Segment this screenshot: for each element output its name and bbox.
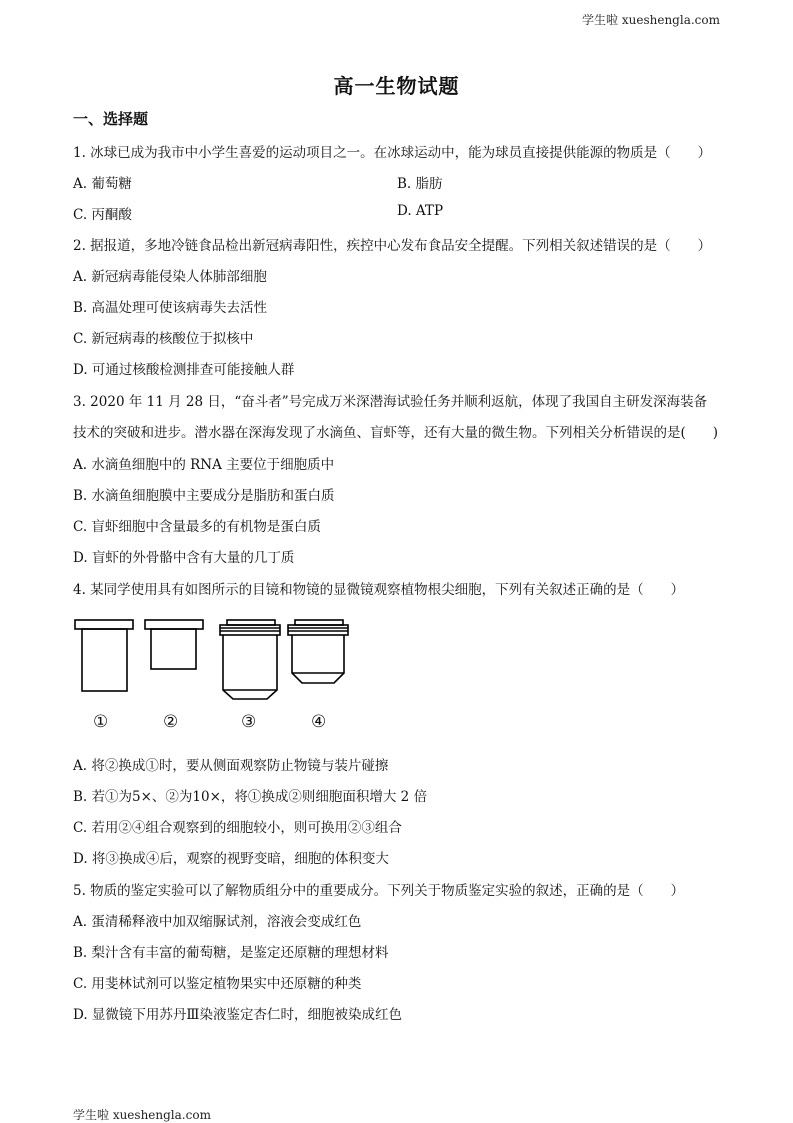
q2-option-b: B. 高温处理可使该病毒失去活性 xyxy=(73,300,268,316)
objective-short-figure xyxy=(288,620,348,683)
q4-option-c: C. 若用②④组合观察到的细胞较小，则可换用②③组合 xyxy=(73,820,402,836)
lens-label-4: ④ xyxy=(311,712,327,732)
q2-stem: 2. 据报道，多地冷链食品检出新冠病毒阳性，疾控中心发布食品安全提醒。下列相关叙述错误的是（ ） xyxy=(73,238,712,254)
q4-stem: 4. 某同学使用具有如图所示的目镜和物镜的显微镜观察植物根尖细胞，下列有关叙述正确的是（ ） xyxy=(73,582,685,598)
q2-option-d: D. 可通过核酸检测排查可能接触人群 xyxy=(73,362,295,378)
eyepiece-long-figure xyxy=(75,620,133,691)
q5-option-a: A. 蛋清稀释液中加双缩脲试剂，溶液会变成红色 xyxy=(73,914,362,930)
objective-long-figure xyxy=(220,620,280,699)
q3-option-d: D. 盲虾的外骨骼中含有大量的几丁质 xyxy=(73,550,295,566)
q3-stem-line1: 3. 2020 年 11 月 28 日，“奋斗者”号完成万米深潜海试验任务并顺利返航，体现了我国自主研发深海装备 xyxy=(73,394,708,410)
q1-option-a: A. 葡萄糖 xyxy=(73,176,132,192)
q2-option-c: C. 新冠病毒的核酸位于拟核中 xyxy=(73,331,254,347)
q2-option-a: A. 新冠病毒能侵染人体肺部细胞 xyxy=(73,269,267,285)
q1-stem: 1. 冰球已成为我市中小学生喜爱的运动项目之一。在冰球运动中，能为球员直接提供能源的物质是（ ） xyxy=(73,145,712,161)
lens-diagram xyxy=(70,615,360,705)
lens-label-3: ③ xyxy=(241,712,257,732)
q3-option-b: B. 水滴鱼细胞膜中主要成分是脂肪和蛋白质 xyxy=(73,488,335,504)
q5-option-c: C. 用斐林试剂可以鉴定植物果实中还原糖的种类 xyxy=(73,976,362,992)
q1-option-b: B. 脂肪 xyxy=(397,176,443,192)
q4-option-b: B. 若①为5×、②为10×，将①换成②则细胞面积增大 2 倍 xyxy=(73,789,428,805)
lens-label-1: ① xyxy=(93,712,109,732)
page-title: 高一生物试题 xyxy=(333,74,460,98)
lens-label-2: ② xyxy=(163,712,179,732)
q5-option-b: B. 梨汁含有丰富的葡萄糖，是鉴定还原糖的理想材料 xyxy=(73,945,389,961)
q5-option-d: D. 显微镜下用苏丹Ⅲ染液鉴定杏仁时，细胞被染成红色 xyxy=(73,1007,402,1023)
section-heading: 一、选择题 xyxy=(73,110,149,128)
q4-option-d: D. 将③换成④后，观察的视野变暗，细胞的体积变大 xyxy=(73,851,389,867)
q3-stem-line2: 技术的突破和进步。潜水器在深海发现了水滴鱼、盲虾等，还有大量的微生物。下列相关分析错误的是( ) xyxy=(73,425,719,441)
page-header: 学生啦 xueshengla.com xyxy=(582,13,720,27)
eyepiece-short-figure xyxy=(145,620,203,669)
q5-stem: 5. 物质的鉴定实验可以了解物质组分中的重要成分。下列关于物质鉴定实验的叙述，正确的是（ ） xyxy=(73,883,685,899)
q1-option-d: D. ATP xyxy=(397,203,444,219)
q3-option-c: C. 盲虾细胞中含量最多的有机物是蛋白质 xyxy=(73,519,321,535)
page-footer: 学生啦 xueshengla.com xyxy=(73,1108,211,1122)
q4-option-a: A. 将②换成①时，要从侧面观察防止物镜与装片碰擦 xyxy=(73,758,389,774)
q3-option-a: A. 水滴鱼细胞中的 RNA 主要位于细胞质中 xyxy=(73,457,335,473)
q1-option-c: C. 丙酮酸 xyxy=(73,207,132,223)
